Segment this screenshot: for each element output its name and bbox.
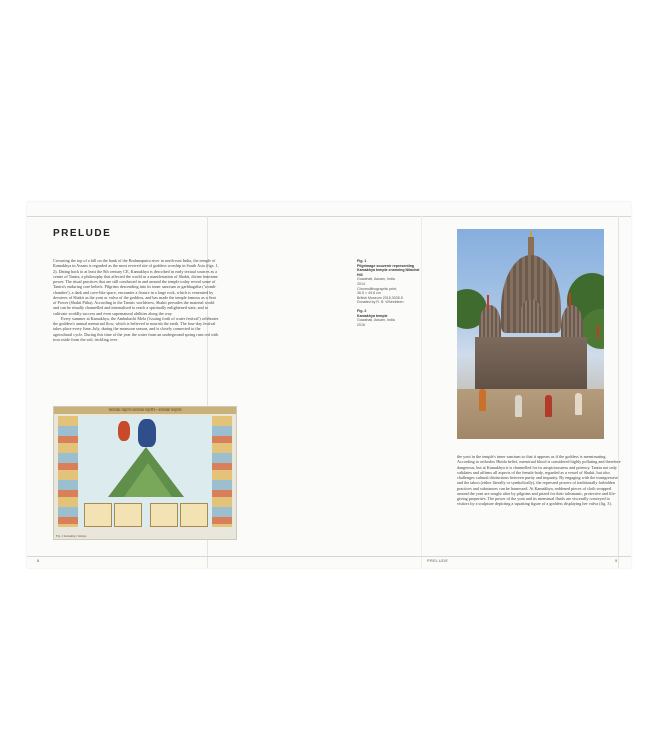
goddess-figure — [138, 419, 156, 447]
fig1-title: Pilgrimage souvenir representing Kamakhya temple crowning Nilachal Hill — [357, 263, 420, 277]
poster-border-right — [212, 416, 232, 527]
poster-border-left — [58, 416, 78, 527]
caption-line: British Museum 2015,3035.5 — [357, 295, 403, 300]
caption-line: Donated by R. B. Wheeldeen — [357, 300, 404, 305]
pilgrim — [479, 389, 486, 411]
poster-banner — [54, 407, 236, 414]
footer-rule — [27, 556, 631, 557]
text-panel — [180, 503, 208, 527]
left-body-text — [53, 258, 219, 342]
temple-base — [475, 337, 587, 395]
fig1-label: Fig. 1 — [357, 259, 367, 263]
page-number-right: 9 — [615, 559, 618, 563]
poster-caption: Fig. 2 Kamakhya Temple — [56, 534, 87, 538]
temple-subshrine — [479, 305, 501, 339]
caption-line: Guwahati, Assam, India — [357, 277, 395, 282]
paragraph: Every summer at Kamakhya, the Ambubachi Mela ('issuing forth of water festival') celebrates the goddess's annual menstrual flow, which is believed to nourish the earth. The four-day festival takes place every June–July, during the monsoon season, and is closely connected to the agricultural cycle. During this time of the year the water from an underground spring runs red with iron oxide from the soil, trickling over — [53, 315, 219, 342]
page-edge-rule — [618, 216, 619, 568]
page-heading: PRELUDE — [53, 228, 112, 239]
fig2-label: Fig. 2 — [357, 308, 367, 313]
running-head: PRELUDE — [427, 559, 449, 563]
temple-subshrine — [519, 299, 543, 333]
caption-line: 2016 — [357, 322, 365, 327]
caption-line: 2014 — [357, 281, 365, 286]
text-panel — [150, 503, 178, 527]
caption-line: 36.5 × 49.8 cm — [357, 291, 381, 296]
temple-photo — [457, 229, 604, 439]
flag — [569, 293, 571, 307]
text-panel — [84, 503, 112, 527]
text-panel — [114, 503, 142, 527]
pilgrim — [515, 395, 522, 417]
pilgrim — [545, 395, 552, 417]
page-number-left: 8 — [37, 559, 40, 563]
figure-captions — [357, 259, 421, 327]
temple-subshrine — [561, 305, 583, 339]
right-body-text: the yoni in the temple's inner sanctum so that it appears as if the goddess is menstruating. According to orthodox Hindu belief, menstrual blood is considered highly polluting and therefore dangerous, but at Kamakhya it is channelled for its auspiciousness and potency. Tantra not only validates and affirms all aspects of the female body, regarded as a vessel of Shakti, but also challenges cultural distinctions between purity and impurity. By engaging with the transgressive and the taboo (either literally or symbolically), the repressed powers of traditionally forbidden practices and substances can be harnessed. At Kamakhya, reddened pieces of cloth wrapped around the yoni are sought after by pilgrims and prized for their talismanic, protective and life-giving properties. The power of the yoni and its menstrual fluids are viscerally conveyed to visitors by a sculpture depicting a squatting figure of a goddess displaying her vulva (fig. 3). — [457, 454, 621, 507]
caption-line: Guwahati, Assam, India — [357, 318, 395, 323]
paragraph: Crowning the top of a hill on the bank of the Brahmaputra river in north-east India, the temple of Kamakhya in Assam is regarded as the most revered site of goddess worship in South Asia (figs. 1, 2). Dating back to at least the 8th century CE, Kamakhya is described in early textual sources as a centre of Tantra, a philosophy that affected the world as a manifestation of Shakti, divine feminine power. The ritual practices that are still conducted in and around the temple today reveal some of Tantra's enduring core beliefs. Pilgrims descending into its inner sanctum or garbhagriha ('womb-chamber'), a dark and cave-like space, encounter a fissure in a large rock, which is venerated by devotees of Shakti as the yoni or vulva of the goddess, and has made the temple famous as a Seat of Power (Shakti Pitha). According to the Tantric worldview, Shakti pervades the material world and can be ritually channelled and internalised to reach a spiritually enlightened state, and to cultivate worldly success and even supernatural abilities along the way. — [53, 258, 219, 316]
flag — [487, 295, 489, 309]
hill-illustration — [124, 463, 172, 497]
book-spread — [27, 202, 631, 568]
poster-banner-text: कामाख्या माहात्म्य कामाख्या महापीठ • कामाख्या माहात्म्य — [108, 408, 182, 412]
column-rule-right — [421, 216, 422, 568]
flag — [597, 325, 599, 339]
caption-line: Chromolithographic print, — [357, 286, 398, 291]
top-rule — [27, 216, 631, 217]
deity-figure — [118, 421, 130, 441]
souvenir-poster-image — [53, 406, 237, 540]
pilgrim — [575, 393, 582, 415]
fig2-title: Kamakhya temple — [357, 313, 388, 318]
